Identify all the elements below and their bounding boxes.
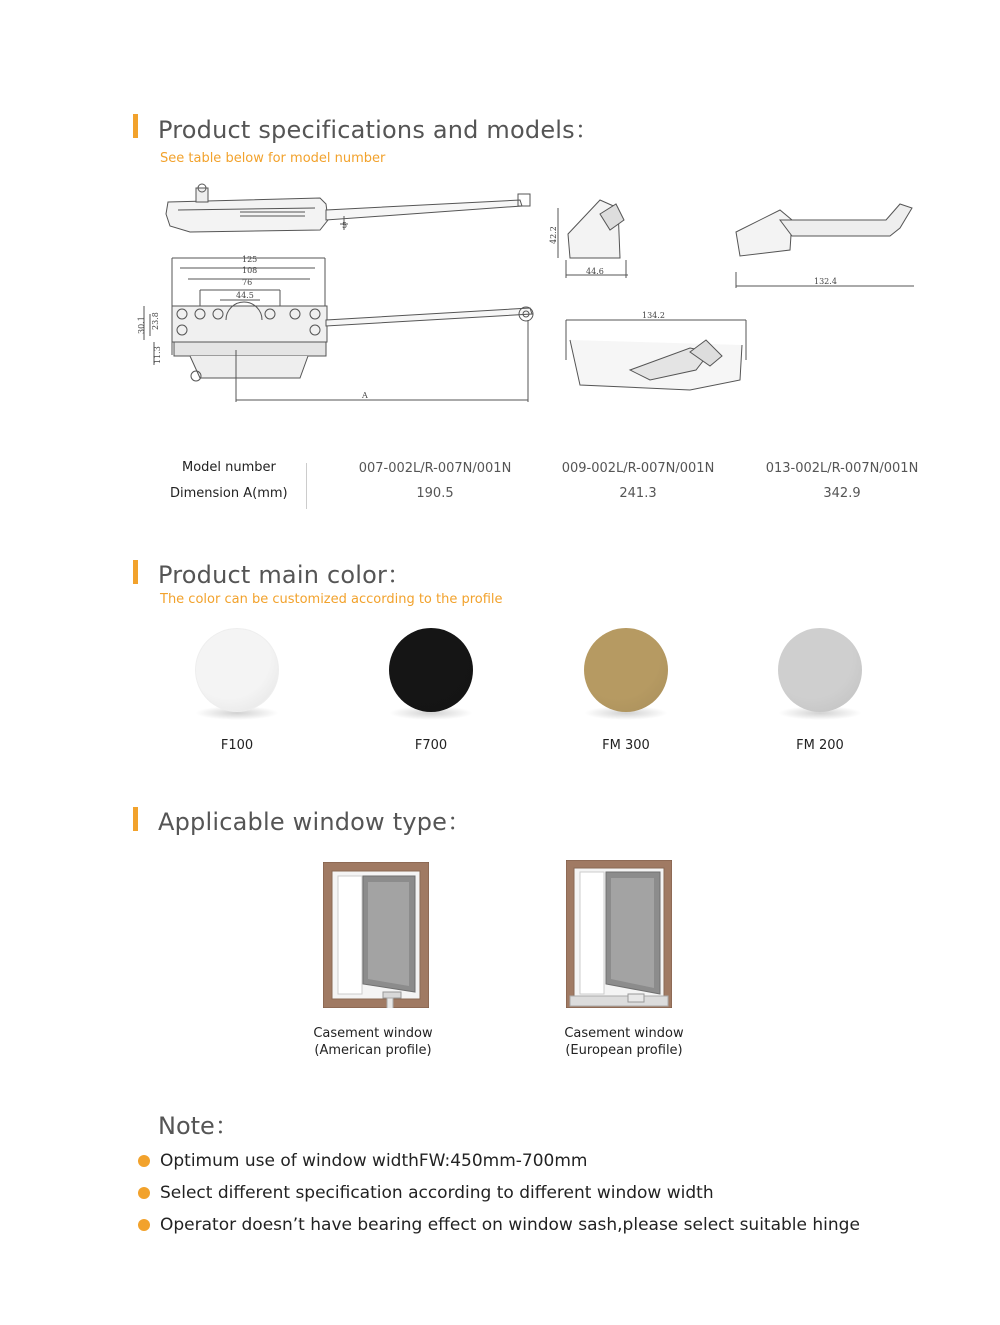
dim-a: A	[362, 391, 368, 400]
color-swatch-f700	[389, 628, 473, 712]
handle-extended-drawing	[736, 204, 914, 288]
bullet-icon	[138, 1155, 150, 1167]
color-title: Product main color：	[158, 561, 412, 589]
dim-44-6: 44.6	[586, 267, 604, 276]
dim-11-3: 11.3	[153, 346, 162, 364]
color-code-label: F700	[414, 738, 448, 753]
european-window-image	[566, 860, 672, 1012]
front-view-drawing	[144, 258, 533, 402]
color-code-label: F100	[220, 738, 254, 753]
color-swatch-fm300	[584, 628, 668, 712]
dimension-3: 342.9	[823, 486, 861, 501]
note-item	[138, 1182, 714, 1204]
note-text: Select different specification according to different window width	[160, 1183, 714, 1203]
american-window-line2: (American profile)	[314, 1043, 432, 1058]
european-window-caption	[534, 1025, 714, 1059]
color-swatch-fm200	[778, 628, 862, 712]
dim-30-1: 30.1	[137, 316, 146, 334]
specs-title: Product specifications and models：	[158, 116, 600, 144]
dim-23-8: 23.8	[151, 312, 160, 330]
note-title: Note：	[158, 1112, 239, 1140]
specs-subtitle: See table below for model number	[160, 151, 386, 166]
technical-drawing	[130, 180, 930, 410]
color-swatch-f100	[195, 628, 279, 712]
window-title: Applicable window type：	[158, 808, 472, 836]
closed-view-drawing	[566, 320, 746, 390]
section-marker-window	[133, 807, 138, 831]
american-window-line1: Casement window	[313, 1026, 433, 1041]
european-window-line1: Casement window	[564, 1026, 684, 1041]
note-item	[138, 1214, 860, 1236]
note-item	[138, 1150, 588, 1172]
dim-108: 108	[242, 266, 258, 275]
european-window-line2: (European profile)	[565, 1043, 683, 1058]
note-text: Operator doesn’t have bearing effect on window sash,please select suitable hinge	[160, 1215, 860, 1235]
spec-table	[150, 455, 940, 515]
model-3: 013-002L/R-007N/001N	[765, 461, 919, 476]
model-1: 007-002L/R-007N/001N	[358, 461, 512, 476]
row-label-dimension: Dimension A(mm)	[170, 486, 288, 501]
dimension-1: 190.5	[416, 486, 454, 501]
dim-5: 5	[342, 221, 348, 230]
color-code-label: FM 200	[796, 738, 844, 753]
bullet-icon	[138, 1219, 150, 1231]
dim-76: 76	[242, 278, 253, 287]
bullet-icon	[138, 1187, 150, 1199]
note-text: Optimum use of window widthFW:450mm-700mm	[160, 1151, 588, 1171]
dimension-2: 241.3	[619, 486, 657, 501]
dim-42-2: 42.2	[549, 226, 558, 244]
color-subtitle: The color can be customized according to the profile	[160, 592, 503, 607]
dim-132-4: 132.4	[814, 277, 837, 286]
model-2: 009-002L/R-007N/001N	[561, 461, 715, 476]
section-marker-specs	[133, 114, 138, 138]
section-marker-color	[133, 560, 138, 584]
american-window-caption	[283, 1025, 463, 1059]
dim-44-5: 44.5	[236, 291, 254, 300]
dim-125: 125	[242, 255, 258, 264]
american-window-image	[323, 862, 429, 1012]
color-code-label: FM 300	[602, 738, 650, 753]
row-label-model: Model number	[182, 460, 276, 475]
table-divider	[306, 463, 307, 509]
side-view-drawing	[166, 184, 530, 232]
dim-134-2: 134.2	[642, 311, 665, 320]
